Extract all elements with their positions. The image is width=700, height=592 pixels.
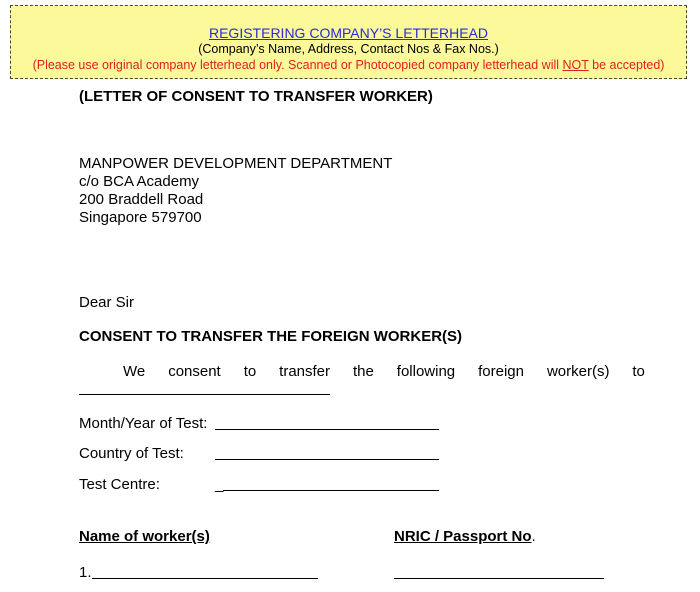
nric-blank[interactable] [394, 578, 604, 579]
consent-word: foreign [478, 363, 524, 380]
consent-word: to [632, 363, 645, 380]
nric-header-suffix: . [531, 528, 536, 545]
consent-word: transfer [279, 363, 331, 380]
letterhead-title: REGISTERING COMPANY’S LETTERHEAD [208, 25, 488, 41]
address-line: 200 Braddell Road [79, 191, 204, 208]
consent-word: consent [168, 363, 221, 380]
consent-word: the [352, 363, 374, 380]
consent-word: following [396, 363, 456, 380]
month-year-blank[interactable] [215, 429, 439, 430]
test-centre-prefix: _ [215, 476, 224, 493]
nric-header-label: NRIC / Passport No [394, 528, 532, 545]
transferee-company-blank[interactable] [79, 394, 330, 395]
warning-text-pre: (Please use original company letterhead only. Scanned or Photocopied company letterhead will [32, 58, 563, 72]
consent-word: to [243, 363, 257, 380]
worker-name-blank[interactable] [92, 578, 318, 579]
warning-text-not: NOT [562, 58, 589, 72]
address-line: MANPOWER DEVELOPMENT DEPARTMENT [79, 155, 393, 172]
test-centre-blank[interactable] [223, 490, 439, 491]
address-line: c/o BCA Academy [79, 173, 200, 190]
consent-word: worker(s) [546, 363, 610, 380]
worker-name-header: Name of worker(s) [79, 528, 210, 545]
letterhead-placeholder-banner [10, 5, 687, 79]
month-year-label: Month/Year of Test: [79, 415, 208, 432]
country-blank[interactable] [215, 459, 439, 460]
row-number: 1. [79, 564, 92, 581]
consent-sentence [79, 363, 645, 380]
letterhead-subtitle: (Company’s Name, Address, Contact Nos & Fax Nos.) [198, 42, 499, 56]
country-label: Country of Test: [79, 445, 184, 462]
consent-word: We [123, 363, 146, 380]
letterhead-warning [11, 58, 686, 72]
recipient-address [79, 155, 392, 227]
letter-title: (LETTER OF CONSENT TO TRANSFER WORKER) [79, 88, 433, 105]
warning-text-post: be accepted) [588, 58, 665, 72]
nric-header [394, 528, 536, 545]
salutation: Dear Sir [79, 294, 135, 311]
address-line: Singapore 579700 [79, 209, 202, 226]
letter-subject: CONSENT TO TRANSFER THE FOREIGN WORKER(S) [79, 328, 463, 345]
test-centre-label: Test Centre: [79, 476, 160, 493]
